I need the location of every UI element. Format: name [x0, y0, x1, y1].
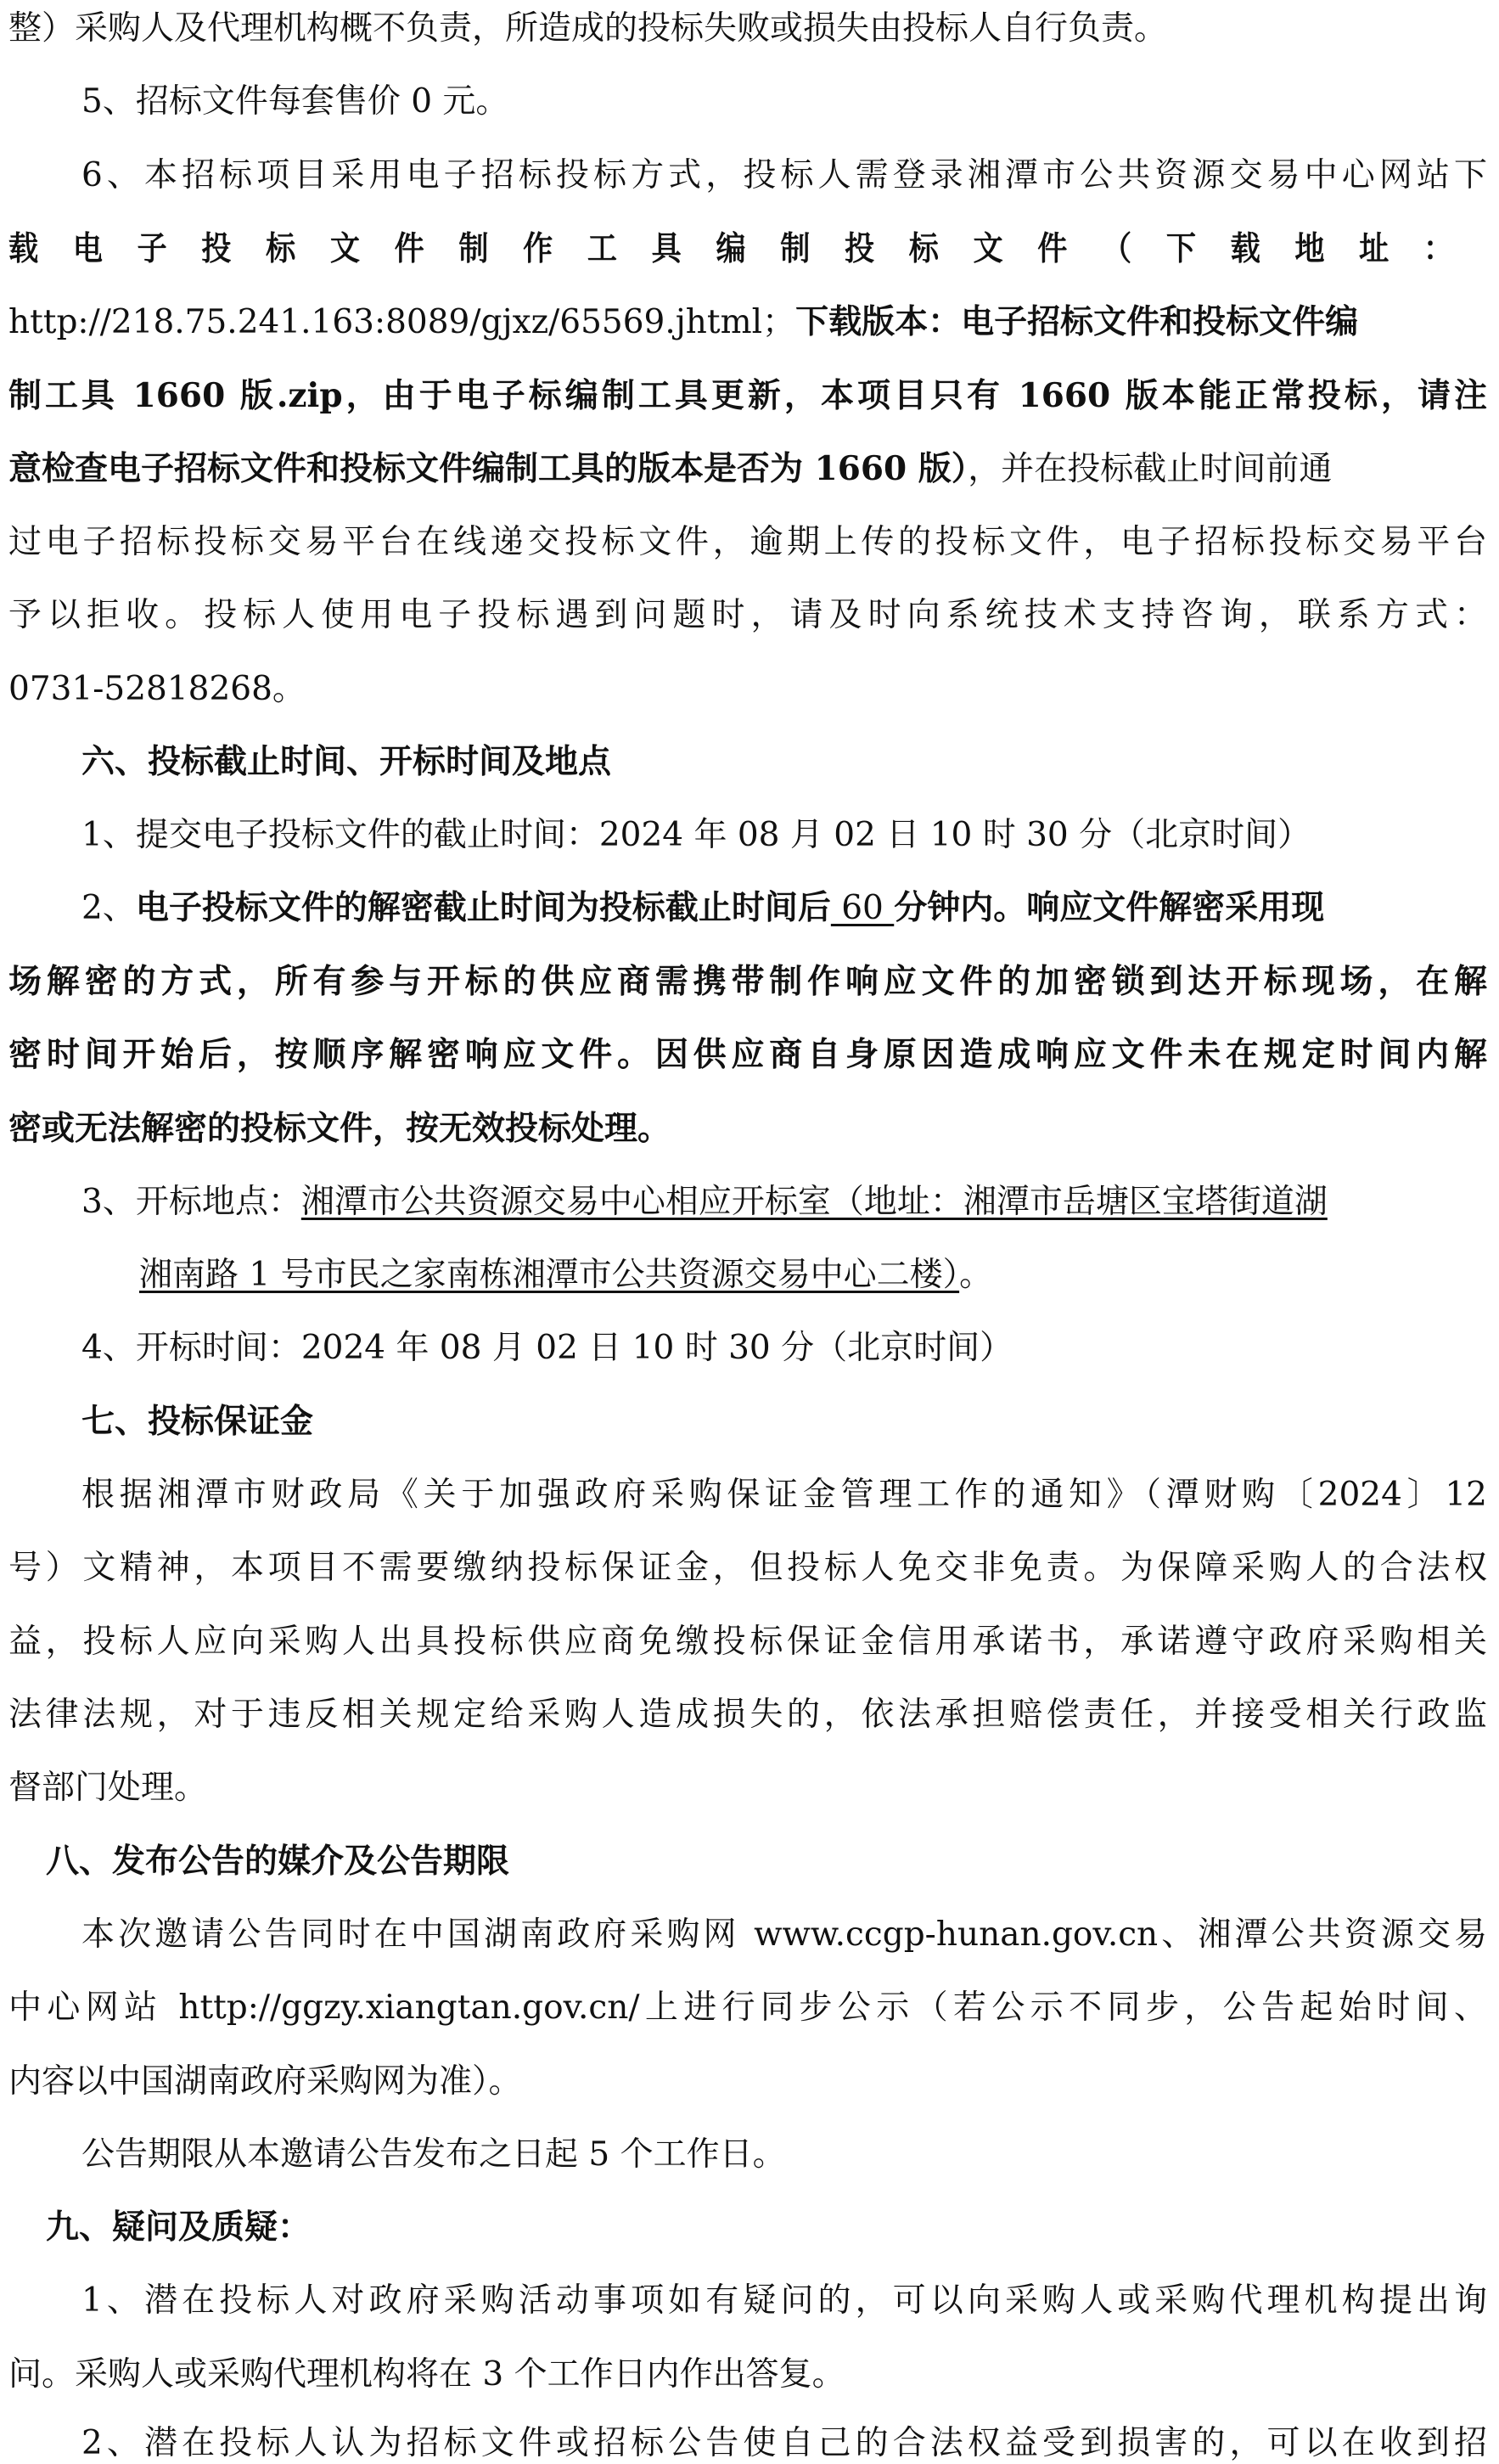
text-line: 督部门处理。 [8, 1769, 208, 1807]
text-line: 湘南路 1 号市民之家南栋湘潭市公共资源交易中心二楼）。 [139, 1256, 993, 1294]
text-line: 载电子投标文件制作工具编制投标文件（下载地址： [8, 229, 1488, 268]
text-line: 公告期限从本邀请公告发布之日起 5 个工作日。 [81, 2135, 786, 2174]
text-line: 整）采购人及代理机构概不负责，所造成的投标失败或损失由投标人自行负责。 [8, 9, 1168, 48]
section-heading: 八、发布公告的媒介及公告期限 [46, 1842, 510, 1881]
section-heading: 六、投标截止时间、开标时间及地点 [81, 742, 612, 781]
text-line: 本次邀请公告同时在中国湖南政府采购网 www.ccgp-hunan.gov.cn、湘潭公共资源交易 [81, 1916, 1487, 1954]
section-heading: 九、疑问及质疑： [46, 2208, 312, 2247]
text-line: 2、潜在投标人认为招标文件或招标公告使自己的合法权益受到损害的，可以在收到招 [81, 2424, 1487, 2462]
text-line: 3、开标地点：湘潭市公共资源交易中心相应开标室（地址：湘潭市岳塘区宝塔街道湖 [81, 1183, 1328, 1221]
text-line: 0731-52818268。 [8, 670, 306, 708]
text-line: 问。采购人或采购代理机构将在 3 个工作日内作出答复。 [8, 2355, 845, 2394]
text-line: 场解密的方式，所有参与开标的供应商需携带制作响应文件的加密锁到达开标现场，在解 [8, 962, 1487, 1001]
text-line: 1、提交电子投标文件的截止时间：2024 年 08 月 02 日 10 时 30 分（北京时间） [81, 816, 1311, 854]
text-line: 过电子招标投标交易平台在线递交投标文件，逾期上传的投标文件，电子招标投标交易平台 [8, 523, 1487, 561]
text-line: 法律法规，对于违反相关规定给采购人造成损失的，依法承担赔偿责任，并接受相关行政监 [8, 1696, 1487, 1734]
text-line: 根据湘潭市财政局《关于加强政府采购保证金管理工作的通知》（潭财购〔2024〕12 [81, 1476, 1487, 1514]
text-line: 4、开标时间：2024 年 08 月 02 日 10 时 30 分（北京时间） [81, 1329, 1013, 1367]
text-line: 制工具 1660 版.zip，由于电子标编制工具更新，本项目只有 1660 版本能正常投标，请注 [8, 376, 1487, 415]
download-link[interactable]: http://218.75.241.163:8089/gjxz/65569.jhtml； [8, 303, 796, 341]
text-line: 内容以中国湖南政府采购网为准）。 [8, 2062, 522, 2101]
text-line: 1、潜在投标人对政府采购活动事项如有疑问的，可以向采购人或采购代理机构提出询 [81, 2281, 1487, 2320]
text-line: http://218.75.241.163:8089/gjxz/65569.jhtml；下载版本：电子招标文件和投标文件编 [8, 302, 1359, 341]
text-line: 益，投标人应向采购人出具投标供应商免缴投标保证金信用承诺书，承诺遵守政府采购相关 [8, 1623, 1487, 1661]
section-heading: 七、投标保证金 [81, 1402, 314, 1441]
text-line: 5、招标文件每套售价 0 元。 [81, 82, 509, 121]
text-line: 密或无法解密的投标文件，按无效投标处理。 [8, 1109, 671, 1148]
text-line: 中心网站 http://ggzy.xiangtan.gov.cn/上进行同步公示（若公示不同步，公告起始时间、 [8, 1989, 1487, 2027]
text-line: 2、电子投标文件的解密截止时间为投标截止时间后 60 分钟内。响应文件解密采用现 [81, 888, 1325, 927]
text-line: 意检查电子招标文件和投标文件编制工具的版本是否为 1660 版），并在投标截止时间前通 [8, 449, 1333, 488]
text-line: 予以拒收。投标人使用电子投标遇到问题时，请及时向系统技术支持咨询，联系方式： [8, 596, 1487, 634]
text-line: 密时间开始后，按顺序解密响应文件。因供应商自身原因造成响应文件未在规定时间内解 [8, 1035, 1487, 1074]
text-line: 号）文精神，本项目不需要缴纳投标保证金，但投标人免交非免责。为保障采购人的合法权 [8, 1549, 1487, 1587]
text-line: 6、本招标项目采用电子招标投标方式，投标人需登录湘潭市公共资源交易中心网站下 [81, 156, 1487, 194]
